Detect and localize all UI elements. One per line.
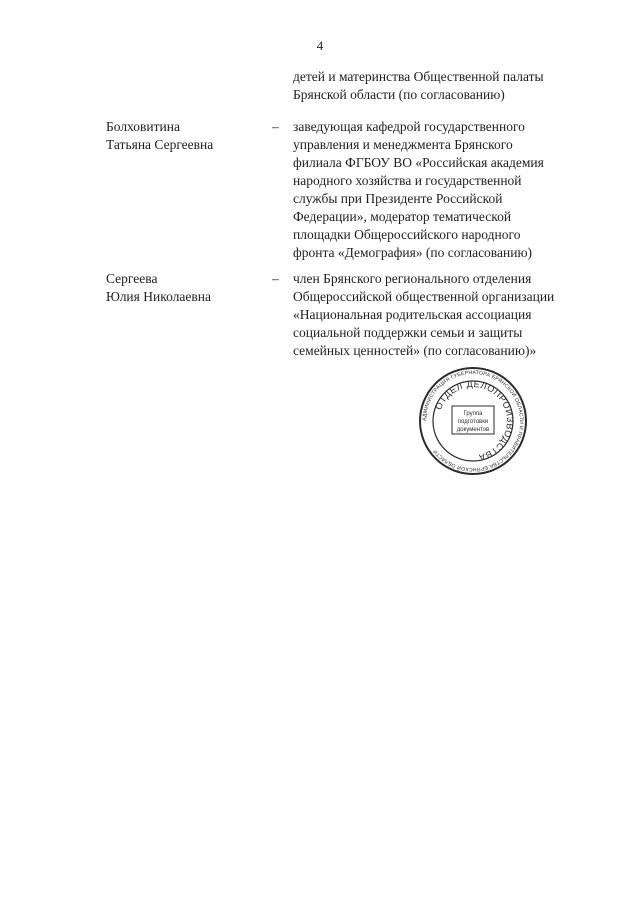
official-stamp xyxy=(418,366,528,476)
description-line: Общероссийской общественной организации xyxy=(293,289,555,304)
description-line: заведующая кафедрой государственного xyxy=(293,119,525,134)
description-line: службы при Президенте Российской xyxy=(293,191,503,206)
member-surname: Болховитина xyxy=(106,119,180,134)
member-given-names: Юлия Николаевна xyxy=(106,289,211,304)
member-description xyxy=(293,118,593,262)
member-given-names: Татьяна Сергеевна xyxy=(106,137,214,152)
entry-dash: – xyxy=(272,271,279,286)
description-line: филиала ФГБОУ ВО «Российская академия xyxy=(293,155,544,170)
description-line: семейных ценностей» (по согласованию)» xyxy=(293,343,537,358)
stamp-center-line: подготовки xyxy=(457,419,489,425)
description-line: «Национальная родительская ассоциация xyxy=(293,307,532,322)
continuation-line: детей и материнства Общественной палаты xyxy=(293,69,544,84)
stamp-center-line: Группа xyxy=(463,411,483,417)
description-line: народного хозяйства и государственной xyxy=(293,173,522,188)
entry-dash: – xyxy=(272,119,279,134)
description-line: социальной поддержки семьи и защиты xyxy=(293,325,523,340)
page-number: 4 xyxy=(316,38,324,53)
member-name xyxy=(106,118,256,154)
continuation-line: Брянской области (по согласованию) xyxy=(293,87,505,102)
stamp-center-line: документов xyxy=(456,427,490,433)
member-description xyxy=(293,270,593,360)
description-line: фронта «Демография» (по согласованию) xyxy=(293,245,533,260)
description-line: Федерации», модератор тематической xyxy=(293,209,512,224)
description-line: член Брянского регионального отделения xyxy=(293,271,532,286)
member-surname: Сергеева xyxy=(106,271,158,286)
stamp-outer-textpath: АДМИНИСТРАЦИЯ ГУБЕРНАТОРА БРЯНСКОЙ ОБЛАСТИ И ПРАВИТЕЛЬСТВА БРЯНСКОЙ ОБЛАСТИ xyxy=(421,369,525,473)
description-line: управления и менеджмента Брянского xyxy=(293,137,513,152)
description-line: площадки Общероссийского народного xyxy=(293,227,521,242)
continuation-text xyxy=(293,68,593,104)
member-name xyxy=(106,270,256,306)
stamp-middle-textpath: ОТДЕЛ ДЕЛОПРОИЗВОДСТВА xyxy=(433,378,516,463)
